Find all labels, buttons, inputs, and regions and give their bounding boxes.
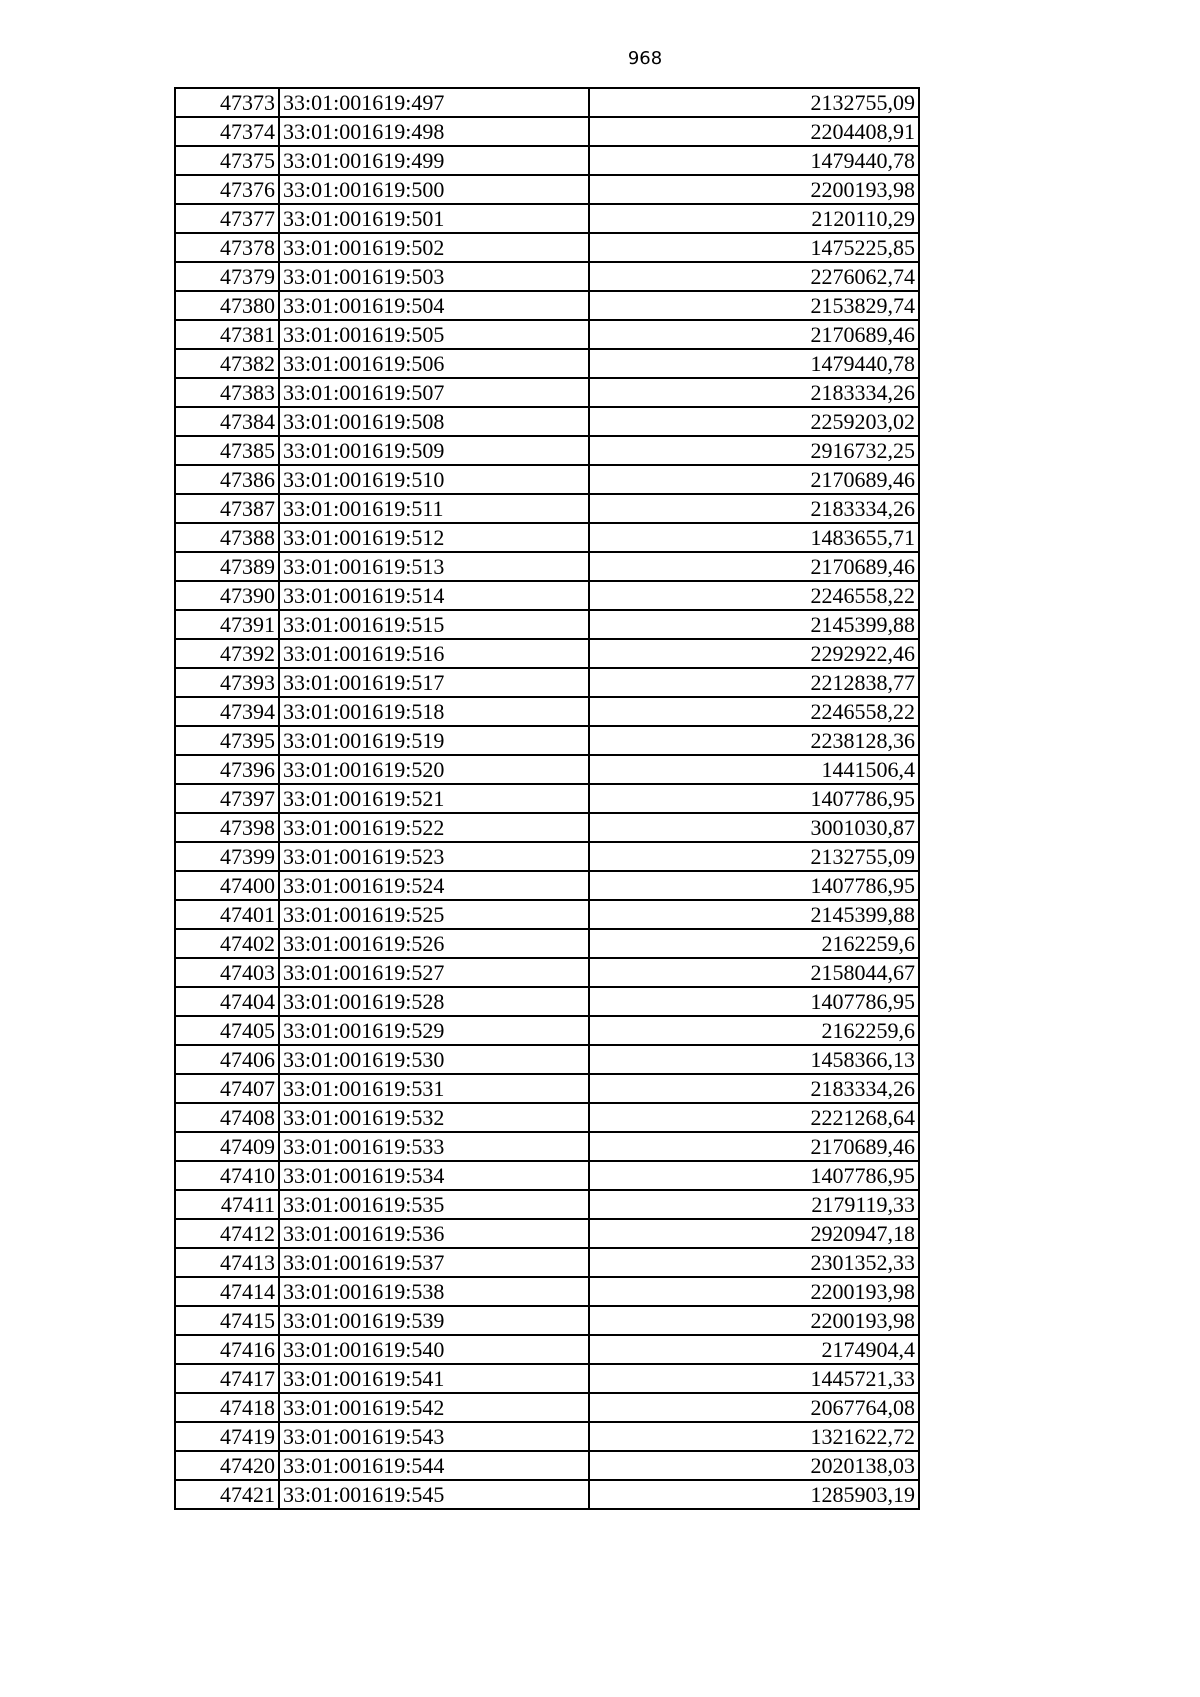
row-number-cell: 47392 bbox=[175, 639, 279, 668]
row-number-cell: 47413 bbox=[175, 1248, 279, 1277]
cadastral-value-cell: 2276062,74 bbox=[589, 262, 919, 291]
table-row bbox=[175, 581, 919, 610]
table-row bbox=[175, 726, 919, 755]
table-row bbox=[175, 610, 919, 639]
cadastral-number-cell: 33:01:001619:531 bbox=[279, 1074, 589, 1103]
cadastral-value-cell: 2204408,91 bbox=[589, 117, 919, 146]
cadastral-value-cell: 1407786,95 bbox=[589, 987, 919, 1016]
cadastral-value-cell: 1479440,78 bbox=[589, 349, 919, 378]
table-row bbox=[175, 1016, 919, 1045]
table-row bbox=[175, 1451, 919, 1480]
cadastral-value-cell: 2183334,26 bbox=[589, 494, 919, 523]
table-row bbox=[175, 1248, 919, 1277]
cadastral-number-cell: 33:01:001619:544 bbox=[279, 1451, 589, 1480]
cadastral-number-cell: 33:01:001619:511 bbox=[279, 494, 589, 523]
row-number-cell: 47384 bbox=[175, 407, 279, 436]
cadastral-number-cell: 33:01:001619:500 bbox=[279, 175, 589, 204]
cadastral-value-cell: 2200193,98 bbox=[589, 1306, 919, 1335]
cadastral-value-cell: 1407786,95 bbox=[589, 784, 919, 813]
cadastral-number-cell: 33:01:001619:529 bbox=[279, 1016, 589, 1045]
table-row bbox=[175, 175, 919, 204]
row-number-cell: 47398 bbox=[175, 813, 279, 842]
cadastral-number-cell: 33:01:001619:497 bbox=[279, 88, 589, 117]
cadastral-value-cell: 2238128,36 bbox=[589, 726, 919, 755]
table-row bbox=[175, 1393, 919, 1422]
row-number-cell: 47393 bbox=[175, 668, 279, 697]
table-row bbox=[175, 871, 919, 900]
table-row bbox=[175, 291, 919, 320]
cadastral-number-cell: 33:01:001619:530 bbox=[279, 1045, 589, 1074]
cadastral-value-cell: 2246558,22 bbox=[589, 697, 919, 726]
cadastral-number-cell: 33:01:001619:521 bbox=[279, 784, 589, 813]
cadastral-value-cell: 1407786,95 bbox=[589, 871, 919, 900]
cadastral-value-cell: 2301352,33 bbox=[589, 1248, 919, 1277]
cadastral-number-cell: 33:01:001619:507 bbox=[279, 378, 589, 407]
row-number-cell: 47406 bbox=[175, 1045, 279, 1074]
row-number-cell: 47394 bbox=[175, 697, 279, 726]
row-number-cell: 47411 bbox=[175, 1190, 279, 1219]
row-number-cell: 47375 bbox=[175, 146, 279, 175]
cadastral-value-cell: 2132755,09 bbox=[589, 842, 919, 871]
cadastral-value-table bbox=[174, 87, 920, 1510]
cadastral-value-cell: 2120110,29 bbox=[589, 204, 919, 233]
row-number-cell: 47381 bbox=[175, 320, 279, 349]
cadastral-number-cell: 33:01:001619:520 bbox=[279, 755, 589, 784]
cadastral-value-cell: 2183334,26 bbox=[589, 378, 919, 407]
cadastral-value-cell: 2183334,26 bbox=[589, 1074, 919, 1103]
cadastral-value-cell: 2170689,46 bbox=[589, 552, 919, 581]
table-row bbox=[175, 697, 919, 726]
row-number-cell: 47377 bbox=[175, 204, 279, 233]
row-number-cell: 47385 bbox=[175, 436, 279, 465]
cadastral-number-cell: 33:01:001619:528 bbox=[279, 987, 589, 1016]
cadastral-value-cell: 2179119,33 bbox=[589, 1190, 919, 1219]
row-number-cell: 47419 bbox=[175, 1422, 279, 1451]
row-number-cell: 47387 bbox=[175, 494, 279, 523]
table-row bbox=[175, 1074, 919, 1103]
cadastral-value-cell: 1475225,85 bbox=[589, 233, 919, 262]
cadastral-value-cell: 2067764,08 bbox=[589, 1393, 919, 1422]
table-row bbox=[175, 987, 919, 1016]
cadastral-value-cell: 2221268,64 bbox=[589, 1103, 919, 1132]
row-number-cell: 47378 bbox=[175, 233, 279, 262]
cadastral-number-cell: 33:01:001619:535 bbox=[279, 1190, 589, 1219]
table-row bbox=[175, 1190, 919, 1219]
cadastral-number-cell: 33:01:001619:516 bbox=[279, 639, 589, 668]
row-number-cell: 47400 bbox=[175, 871, 279, 900]
cadastral-number-cell: 33:01:001619:515 bbox=[279, 610, 589, 639]
row-number-cell: 47405 bbox=[175, 1016, 279, 1045]
row-number-cell: 47416 bbox=[175, 1335, 279, 1364]
cadastral-number-cell: 33:01:001619:522 bbox=[279, 813, 589, 842]
table-row bbox=[175, 900, 919, 929]
cadastral-number-cell: 33:01:001619:538 bbox=[279, 1277, 589, 1306]
cadastral-value-cell: 2153829,74 bbox=[589, 291, 919, 320]
row-number-cell: 47403 bbox=[175, 958, 279, 987]
table-row bbox=[175, 349, 919, 378]
table-row bbox=[175, 784, 919, 813]
cadastral-number-cell: 33:01:001619:526 bbox=[279, 929, 589, 958]
row-number-cell: 47379 bbox=[175, 262, 279, 291]
row-number-cell: 47395 bbox=[175, 726, 279, 755]
cadastral-value-cell: 1458366,13 bbox=[589, 1045, 919, 1074]
table-row bbox=[175, 378, 919, 407]
table-row bbox=[175, 1132, 919, 1161]
cadastral-number-cell: 33:01:001619:534 bbox=[279, 1161, 589, 1190]
table-row bbox=[175, 1480, 919, 1509]
cadastral-value-cell: 2920947,18 bbox=[589, 1219, 919, 1248]
row-number-cell: 47399 bbox=[175, 842, 279, 871]
row-number-cell: 47418 bbox=[175, 1393, 279, 1422]
table-row bbox=[175, 320, 919, 349]
table-row bbox=[175, 523, 919, 552]
cadastral-number-cell: 33:01:001619:509 bbox=[279, 436, 589, 465]
cadastral-number-cell: 33:01:001619:518 bbox=[279, 697, 589, 726]
table-row bbox=[175, 465, 919, 494]
cadastral-value-cell: 2020138,03 bbox=[589, 1451, 919, 1480]
cadastral-value-cell: 2170689,46 bbox=[589, 465, 919, 494]
cadastral-value-cell: 2132755,09 bbox=[589, 88, 919, 117]
cadastral-value-cell: 1441506,4 bbox=[589, 755, 919, 784]
cadastral-number-cell: 33:01:001619:506 bbox=[279, 349, 589, 378]
cadastral-value-cell: 2158044,67 bbox=[589, 958, 919, 987]
cadastral-number-cell: 33:01:001619:533 bbox=[279, 1132, 589, 1161]
cadastral-value-cell: 2259203,02 bbox=[589, 407, 919, 436]
cadastral-number-cell: 33:01:001619:525 bbox=[279, 900, 589, 929]
cadastral-number-cell: 33:01:001619:523 bbox=[279, 842, 589, 871]
cadastral-number-cell: 33:01:001619:513 bbox=[279, 552, 589, 581]
row-number-cell: 47415 bbox=[175, 1306, 279, 1335]
row-number-cell: 47391 bbox=[175, 610, 279, 639]
table-row bbox=[175, 1335, 919, 1364]
cadastral-number-cell: 33:01:001619:541 bbox=[279, 1364, 589, 1393]
row-number-cell: 47402 bbox=[175, 929, 279, 958]
cadastral-number-cell: 33:01:001619:545 bbox=[279, 1480, 589, 1509]
row-number-cell: 47386 bbox=[175, 465, 279, 494]
table-row bbox=[175, 204, 919, 233]
row-number-cell: 47376 bbox=[175, 175, 279, 204]
cadastral-number-cell: 33:01:001619:537 bbox=[279, 1248, 589, 1277]
row-number-cell: 47421 bbox=[175, 1480, 279, 1509]
table-row bbox=[175, 552, 919, 581]
row-number-cell: 47409 bbox=[175, 1132, 279, 1161]
row-number-cell: 47412 bbox=[175, 1219, 279, 1248]
table-row bbox=[175, 233, 919, 262]
cadastral-value-cell: 2212838,77 bbox=[589, 668, 919, 697]
cadastral-value-cell: 2145399,88 bbox=[589, 610, 919, 639]
cadastral-number-cell: 33:01:001619:514 bbox=[279, 581, 589, 610]
cadastral-value-cell: 2170689,46 bbox=[589, 1132, 919, 1161]
table-row bbox=[175, 639, 919, 668]
table-row bbox=[175, 668, 919, 697]
table-row bbox=[175, 813, 919, 842]
cadastral-value-cell: 2246558,22 bbox=[589, 581, 919, 610]
table-row bbox=[175, 1306, 919, 1335]
cadastral-value-cell: 2200193,98 bbox=[589, 1277, 919, 1306]
table-row bbox=[175, 1161, 919, 1190]
row-number-cell: 47382 bbox=[175, 349, 279, 378]
cadastral-number-cell: 33:01:001619:524 bbox=[279, 871, 589, 900]
cadastral-number-cell: 33:01:001619:539 bbox=[279, 1306, 589, 1335]
cadastral-value-cell: 2916732,25 bbox=[589, 436, 919, 465]
cadastral-number-cell: 33:01:001619:503 bbox=[279, 262, 589, 291]
row-number-cell: 47374 bbox=[175, 117, 279, 146]
table-row bbox=[175, 146, 919, 175]
row-number-cell: 47397 bbox=[175, 784, 279, 813]
table-row bbox=[175, 755, 919, 784]
cadastral-number-cell: 33:01:001619:543 bbox=[279, 1422, 589, 1451]
cadastral-number-cell: 33:01:001619:498 bbox=[279, 117, 589, 146]
cadastral-value-cell: 2200193,98 bbox=[589, 175, 919, 204]
table-row bbox=[175, 494, 919, 523]
cadastral-value-cell: 1285903,19 bbox=[589, 1480, 919, 1509]
cadastral-value-cell: 1483655,71 bbox=[589, 523, 919, 552]
cadastral-value-cell: 1321622,72 bbox=[589, 1422, 919, 1451]
row-number-cell: 47401 bbox=[175, 900, 279, 929]
cadastral-number-cell: 33:01:001619:512 bbox=[279, 523, 589, 552]
cadastral-number-cell: 33:01:001619:517 bbox=[279, 668, 589, 697]
row-number-cell: 47390 bbox=[175, 581, 279, 610]
cadastral-value-cell: 3001030,87 bbox=[589, 813, 919, 842]
cadastral-number-cell: 33:01:001619:527 bbox=[279, 958, 589, 987]
row-number-cell: 47410 bbox=[175, 1161, 279, 1190]
row-number-cell: 47388 bbox=[175, 523, 279, 552]
cadastral-number-cell: 33:01:001619:519 bbox=[279, 726, 589, 755]
row-number-cell: 47420 bbox=[175, 1451, 279, 1480]
table-row bbox=[175, 958, 919, 987]
cadastral-value-cell: 2162259,6 bbox=[589, 1016, 919, 1045]
cadastral-number-cell: 33:01:001619:536 bbox=[279, 1219, 589, 1248]
table-row bbox=[175, 1219, 919, 1248]
cadastral-number-cell: 33:01:001619:501 bbox=[279, 204, 589, 233]
row-number-cell: 47408 bbox=[175, 1103, 279, 1132]
cadastral-number-cell: 33:01:001619:502 bbox=[279, 233, 589, 262]
table-row bbox=[175, 1045, 919, 1074]
row-number-cell: 47407 bbox=[175, 1074, 279, 1103]
cadastral-number-cell: 33:01:001619:504 bbox=[279, 291, 589, 320]
table-row bbox=[175, 407, 919, 436]
row-number-cell: 47417 bbox=[175, 1364, 279, 1393]
cadastral-number-cell: 33:01:001619:540 bbox=[279, 1335, 589, 1364]
cadastral-value-cell: 2145399,88 bbox=[589, 900, 919, 929]
cadastral-value-cell: 1407786,95 bbox=[589, 1161, 919, 1190]
cadastral-number-cell: 33:01:001619:532 bbox=[279, 1103, 589, 1132]
cadastral-number-cell: 33:01:001619:542 bbox=[279, 1393, 589, 1422]
cadastral-value-cell: 2292922,46 bbox=[589, 639, 919, 668]
table-row bbox=[175, 1422, 919, 1451]
cadastral-value-cell: 1445721,33 bbox=[589, 1364, 919, 1393]
row-number-cell: 47404 bbox=[175, 987, 279, 1016]
cadastral-value-cell: 2174904,4 bbox=[589, 1335, 919, 1364]
cadastral-number-cell: 33:01:001619:510 bbox=[279, 465, 589, 494]
table-row bbox=[175, 436, 919, 465]
cadastral-number-cell: 33:01:001619:499 bbox=[279, 146, 589, 175]
cadastral-value-cell: 1479440,78 bbox=[589, 146, 919, 175]
cadastral-number-cell: 33:01:001619:505 bbox=[279, 320, 589, 349]
table-row bbox=[175, 1277, 919, 1306]
table-row bbox=[175, 929, 919, 958]
row-number-cell: 47383 bbox=[175, 378, 279, 407]
table-row bbox=[175, 842, 919, 871]
table-row bbox=[175, 1364, 919, 1393]
cadastral-number-cell: 33:01:001619:508 bbox=[279, 407, 589, 436]
row-number-cell: 47380 bbox=[175, 291, 279, 320]
row-number-cell: 47373 bbox=[175, 88, 279, 117]
cadastral-value-cell: 2170689,46 bbox=[589, 320, 919, 349]
table-body bbox=[175, 88, 919, 1509]
table-row bbox=[175, 88, 919, 117]
table-row bbox=[175, 262, 919, 291]
row-number-cell: 47389 bbox=[175, 552, 279, 581]
table-row bbox=[175, 117, 919, 146]
cadastral-value-cell: 2162259,6 bbox=[589, 929, 919, 958]
row-number-cell: 47414 bbox=[175, 1277, 279, 1306]
page-number: 968 bbox=[627, 48, 663, 69]
row-number-cell: 47396 bbox=[175, 755, 279, 784]
table-row bbox=[175, 1103, 919, 1132]
